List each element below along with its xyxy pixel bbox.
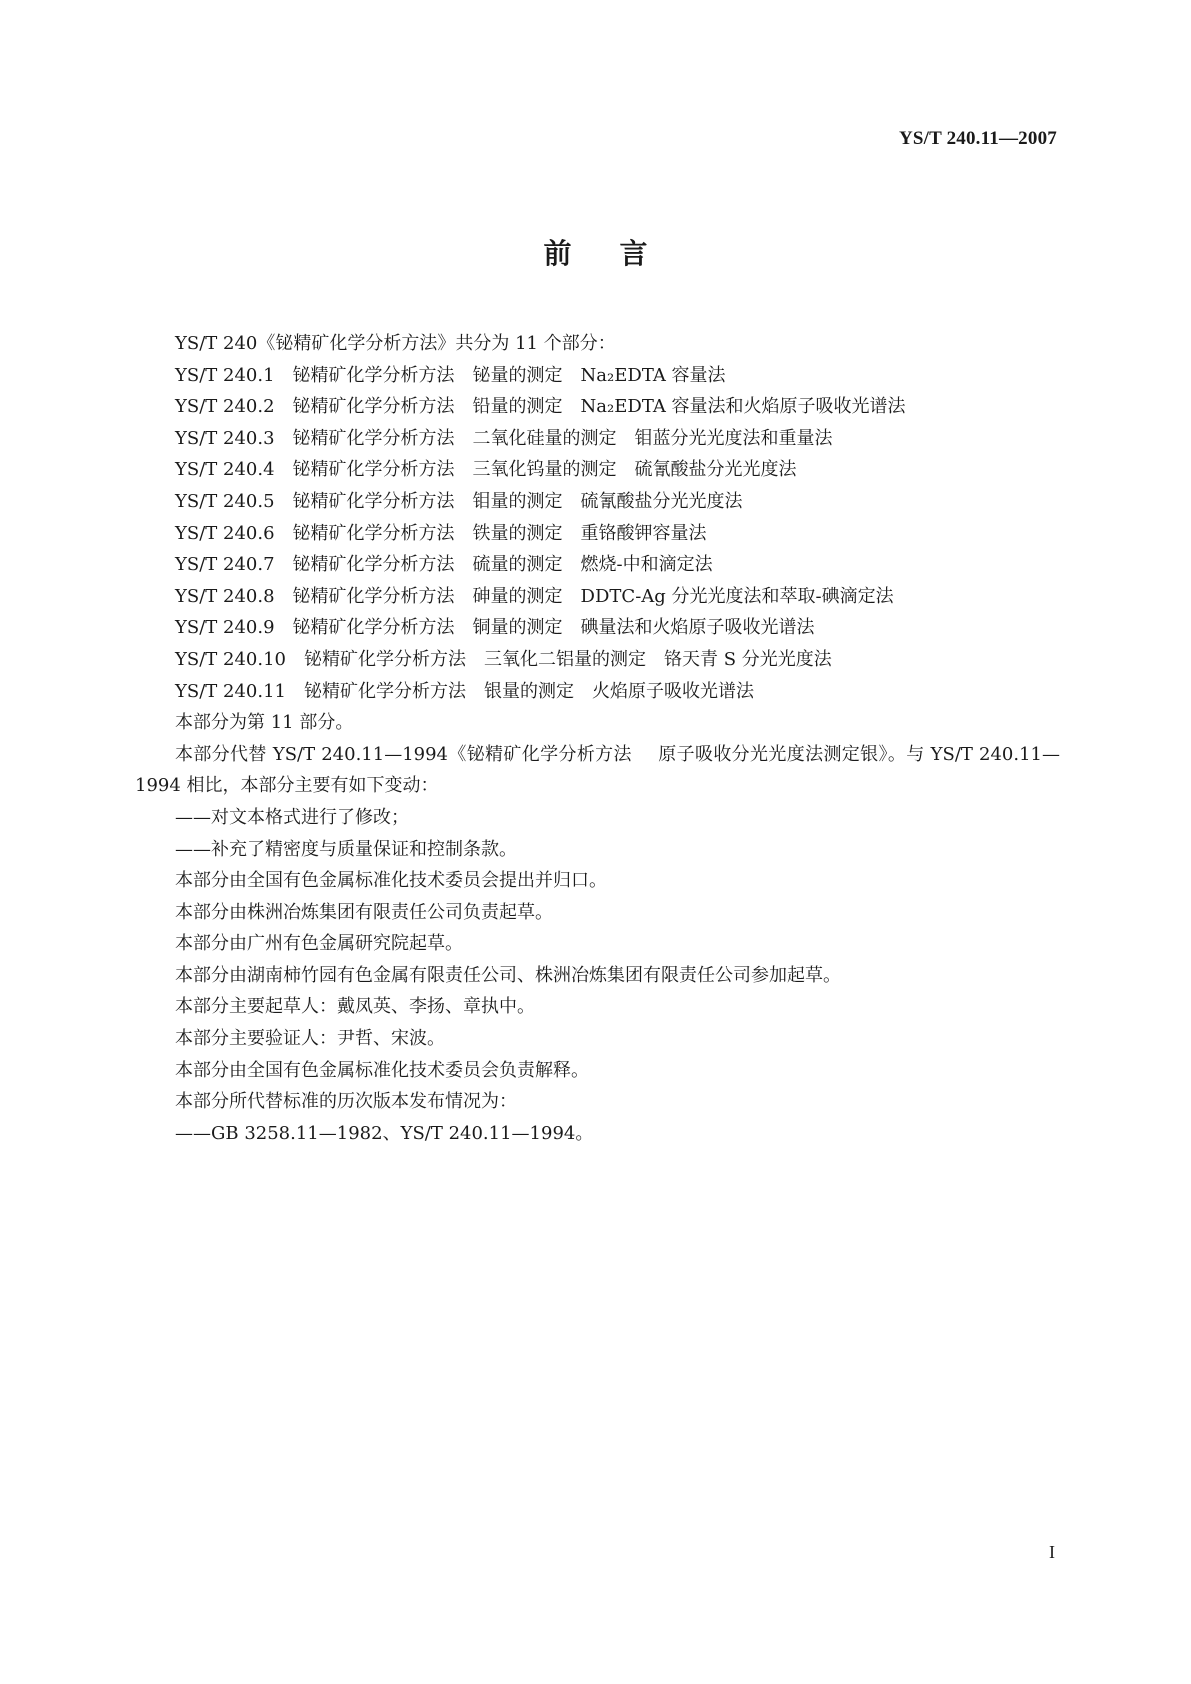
part-code: YS/T 240.8 — [175, 585, 275, 607]
history-paragraph: ——GB 3258.11—1982、YS/T 240.11—1994。 — [175, 1122, 594, 1144]
part-note: 本部分为第 11 部分。 — [175, 712, 354, 734]
drafters-paragraph: 本部分主要起草人：戴凤英、李扬、章执中。 — [175, 996, 535, 1018]
part-method: 火焰原子吸收光谱法 — [592, 680, 754, 702]
part-method: 燃烧-中和滴定法 — [580, 554, 713, 576]
part-list-item — [135, 486, 1060, 518]
drafted-paragraph: 本部分由广州有色金属研究院起草。 — [175, 933, 463, 955]
part-list-item — [135, 391, 1060, 423]
part-list-item — [135, 454, 1060, 486]
part-method: Na₂EDTA 容量法 — [580, 364, 726, 386]
page-number: I — [1049, 1542, 1055, 1562]
part-item: 三氧化钨量的测定 — [472, 459, 617, 481]
part-method: 钼蓝分光光度法和重量法 — [634, 427, 833, 449]
part-method: 重铬酸钾容量法 — [580, 522, 707, 544]
part-item: 铜量的测定 — [472, 617, 563, 639]
part-list-item — [135, 644, 1060, 676]
part-method: 碘量法和火焰原子吸收光谱法 — [580, 617, 815, 639]
part-code: YS/T 240.5 — [175, 490, 275, 512]
part-item: 钼量的测定 — [472, 490, 563, 512]
intro-paragraph: YS/T 240《铋精矿化学分析方法》共分为 11 个部分： — [175, 333, 616, 354]
proposed-paragraph: 本部分由全国有色金属标准化技术委员会提出并归口。 — [175, 870, 607, 892]
replace-text-1: 本部分代替 YS/T 240.11—1994《铋精矿化学分析方法 — [175, 743, 632, 765]
part-method: DDTC-Ag 分光光度法和萃取-碘滴定法 — [580, 585, 894, 607]
part-name: 铋精矿化学分析方法 — [304, 648, 466, 670]
part-name: 铋精矿化学分析方法 — [292, 364, 455, 386]
participating-paragraph: 本部分由湖南柿竹园有色金属有限责任公司、株洲冶炼集团有限责任公司参加起草。 — [175, 964, 841, 986]
part-list-item — [135, 518, 1060, 550]
part-list-item — [135, 581, 1060, 613]
foreword-body — [135, 328, 1060, 1149]
verifiers-paragraph: 本部分主要验证人：尹哲、宋波。 — [175, 1028, 445, 1050]
part-item: 硫量的测定 — [472, 554, 563, 576]
part-name: 铋精矿化学分析方法 — [292, 459, 455, 481]
part-method: 硫氰酸盐分光光度法 — [580, 490, 743, 512]
part-name: 铋精矿化学分析方法 — [292, 617, 455, 639]
part-code: YS/T 240.10 — [175, 648, 286, 670]
part-name: 铋精矿化学分析方法 — [292, 427, 455, 449]
part-code: YS/T 240.1 — [175, 364, 275, 386]
part-code: YS/T 240.4 — [175, 459, 275, 481]
standard-code: YS/T 240.11—2007 — [898, 128, 1057, 149]
history-intro-paragraph: 本部分所代替标准的历次版本发布情况为： — [175, 1091, 517, 1113]
part-method: 硫氰酸盐分光光度法 — [634, 459, 797, 481]
part-code: YS/T 240.9 — [175, 617, 275, 639]
part-name: 铋精矿化学分析方法 — [292, 585, 455, 607]
part-method: 铬天青 S 分光光度法 — [664, 648, 832, 670]
part-item: 铋量的测定 — [472, 364, 563, 386]
part-list-item — [135, 360, 1060, 392]
part-list-item — [135, 549, 1060, 581]
responsible-paragraph: 本部分由株洲冶炼集团有限责任公司负责起草。 — [175, 901, 553, 923]
replace-paragraph — [135, 739, 1060, 802]
part-item: 银量的测定 — [484, 680, 574, 702]
part-code: YS/T 240.6 — [175, 522, 275, 544]
interpretation-paragraph: 本部分由全国有色金属标准化技术委员会负责解释。 — [175, 1059, 589, 1081]
change-item-2: ——补充了精密度与质量保证和控制条款。 — [175, 838, 517, 860]
part-item: 砷量的测定 — [472, 585, 563, 607]
part-code: YS/T 240.7 — [175, 554, 275, 576]
page-title: 前言 — [543, 237, 696, 270]
part-item: 三氧化二铝量的测定 — [484, 648, 646, 670]
part-name: 铋精矿化学分析方法 — [292, 522, 455, 544]
part-item: 铅量的测定 — [472, 396, 563, 418]
part-method: Na₂EDTA 容量法和火焰原子吸收光谱法 — [580, 396, 906, 418]
part-name: 铋精矿化学分析方法 — [292, 554, 455, 576]
part-list-item — [135, 612, 1060, 644]
part-name: 铋精矿化学分析方法 — [304, 680, 466, 702]
change-item-1: ——对文本格式进行了修改； — [175, 806, 409, 828]
part-name: 铋精矿化学分析方法 — [292, 396, 455, 418]
part-list — [135, 360, 1060, 708]
part-code: YS/T 240.11 — [175, 680, 286, 702]
part-item: 铁量的测定 — [472, 522, 563, 544]
part-code: YS/T 240.2 — [175, 396, 275, 418]
replace-text-2: 原子吸收分光光度法测定银》。与 YS/T 240.11—1994 相比，本部分主要有如下变动： — [135, 743, 1060, 797]
part-list-item — [135, 676, 1060, 708]
part-item: 二氧化硅量的测定 — [472, 427, 617, 449]
part-list-item — [135, 423, 1060, 455]
part-code: YS/T 240.3 — [175, 427, 275, 449]
part-name: 铋精矿化学分析方法 — [292, 490, 455, 512]
